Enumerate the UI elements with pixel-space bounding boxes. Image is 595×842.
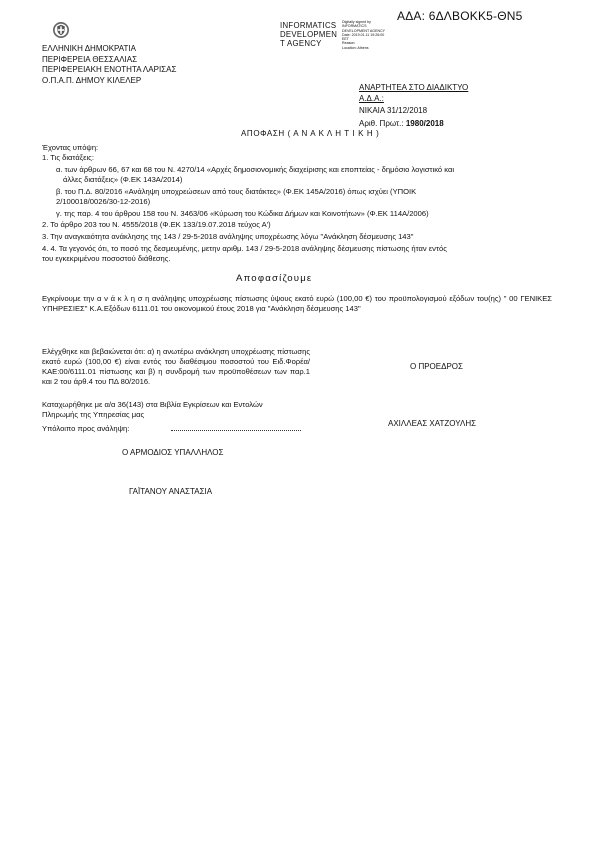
considering-section <box>42 143 454 264</box>
signature-line: Reason: <box>342 41 356 46</box>
remaining-dotted-line <box>171 423 301 431</box>
signature-logo <box>280 21 337 49</box>
issuer-line: Ο.Π.Α.Π. ΔΗΜΟΥ ΚΙΛΕΛΕΡ <box>42 75 142 85</box>
considering-item-1b-line: 2/100018/0026/30-12-2016) <box>56 197 151 206</box>
issuer-line: ΕΛΛΗΝΙΚΗ ΔΗΜΟΚΡΑΤΙΑ <box>42 44 136 53</box>
signature-line: Location: Athens <box>342 45 369 50</box>
place-date: ΝΙΚΑΙΑ 31/12/2018 <box>359 106 428 115</box>
issuer-line: ΠΕΡΙΦΕΡΕΙΑ ΘΕΣΣΑΛΙΑΣ <box>42 54 138 64</box>
signature-line: Digitally signed by <box>342 20 371 24</box>
considering-item-4-line: του εγκεκριμένου ποσοστού διάθεσης. <box>42 254 171 263</box>
greek-emblem-icon <box>52 21 70 39</box>
considering-item-1a-line: άλλες διατάξεις» (Φ.ΕΚ 143Α/2014) <box>63 175 183 184</box>
signature-line: DEVELOPMENT AGENCY <box>342 28 386 33</box>
issuer-line: ΠΕΡΙΦΕΡΕΙΑΚΗ ΕΝΟΤΗΤΑ ΛΑΡΙΣΑΣ <box>42 65 177 74</box>
considering-item-1a-line: α. των άρθρων 66, 67 και 68 του Ν. 4270/14 «Αρχές δημοσιονομικής διαχείρισης και εποπτείας - δημόσιο λογιστικό και <box>56 165 455 174</box>
signature-line: INFORMATICS <box>342 24 367 29</box>
protocol-number-line <box>359 119 468 130</box>
considering-heading: Έχοντας υπόψη: <box>42 143 99 152</box>
registration-line: Καταχωρήθηκε με α/α 36(143) στα Βιβλία Εγκρίσεων και Εντολών <box>42 400 263 409</box>
approval-text: Εγκρίνουμε την α ν ά κ λ η σ η ανάληψης υποχρέωσης πίστωσης ύψους εκατό ευρώ (100,00 €) του προϋπολογισμού εξόδων του(ης) " 00 ΓΕΝΙΚΕΣ ΥΠΗΡΕΣΙΕΣ" Κ.Α.Εξόδων 6111.01 του οικονομικού έτους 2018 για "Ανάκληση δέσμευσης 143" <box>42 294 552 313</box>
registration-line: Πληρωμής της Υπηρεσίας μας <box>42 410 145 419</box>
considering-item-4-line: 4. 4. Τα γεγονός ότι, το ποσό της δεσμευμένης, μετην αριθμ. 143 / 29-5-2018 ανάληψης δέσμευσης πίστωσης ήταν εντός <box>42 244 447 253</box>
considering-item-3: 3. Την αναγκαιότητα ανάκλησης της 143 / 29-5-2018 ανάληψης υποχρέωσης λόγω "Ανάκληση δέσμευσης 143" <box>42 232 414 241</box>
chairman-name: ΑΧΙΛΛΕΑΣ ΧΑΤΖΟΥΛΗΣ <box>388 419 477 428</box>
document-title: ΑΠΟΦΑΣΗ ( Α Ν Α Κ Λ Η Τ Ι Κ Η ) <box>241 129 380 138</box>
issuer-block <box>42 44 176 86</box>
protocol-number: 1980/2018 <box>405 118 444 128</box>
considering-item-2: 2. Το άρθρο 203 του Ν. 4555/2018 (Φ.ΕΚ 133/19.07.2018 τεύχος Α') <box>42 220 271 229</box>
ada-code: ΑΔΑ: 6ΔΛΒΟΚΚ5-ΘΝ5 <box>397 9 523 23</box>
ada-label: Α.Δ.Α.: <box>359 93 384 103</box>
chairman-title: Ο ΠΡΟΕΔΡΟΣ <box>410 362 463 371</box>
verification-text: Ελέγχθηκε και βεβαιώνεται ότι: α) η ανωτέρω ανάκληση υποχρέωσης πίστωσης εκατό ευρώ (100,00 €) είναι εντός του διαθέσιμου ποσοστού του Ειδ.Φορέα/ΚΑΕ:00/6111.01 πίστωσης και β) η συνδρομή των προϋποθέσεων των παρ.1 και 2 του άρθ.4 του ΠΔ 80/2016. <box>42 347 310 386</box>
considering-item-1: 1. Τις διατάξεις: <box>42 153 94 162</box>
signature-line: Date: 2019.01.11 19:26:00 <box>342 32 385 37</box>
remaining-label: Υπόλοιπο προς ανάληψη: <box>42 424 130 433</box>
logo-line: DEVELOPMEN <box>280 30 338 40</box>
official-title: Ο ΑΡΜΟΔΙΟΣ ΥΠΑΛΛΗΛΟΣ <box>122 448 224 457</box>
publish-block <box>359 83 468 129</box>
protocol-label: Αριθ. Πρωτ.: <box>359 118 406 128</box>
logo-line: T AGENCY <box>280 39 322 49</box>
signature-details <box>342 20 385 50</box>
official-name: ΓΑΪΤΑΝΟΥ ΑΝΑΣΤΑΣΙΑ <box>129 487 213 496</box>
considering-item-1c: γ. της παρ. 4 του άρθρου 158 του Ν. 3463/06 «Κύρωση του Κώδικα Δήμων και Κοινοτήτων» (Φ.ΕΚ 114Α/2006) <box>56 209 429 218</box>
publish-online-label: ΑΝΑΡΤΗΤΕΑ ΣΤΟ ΔΙΑΔΙΚΤΥΟ <box>359 83 469 92</box>
considering-item-1b-line: β. του Π.Δ. 80/2016 «Ανάληψη υποχρεώσεων από τους διατάκτες» (Φ.ΕΚ 145Α/2016) όπως ισχύει (ΥΠΟΙΚ <box>56 187 417 196</box>
signature-line: EET <box>342 37 349 42</box>
logo-line: INFORMATICS <box>280 21 337 30</box>
remaining-line <box>42 423 301 434</box>
decision-heading: Αποφασίζουμε <box>236 273 313 284</box>
